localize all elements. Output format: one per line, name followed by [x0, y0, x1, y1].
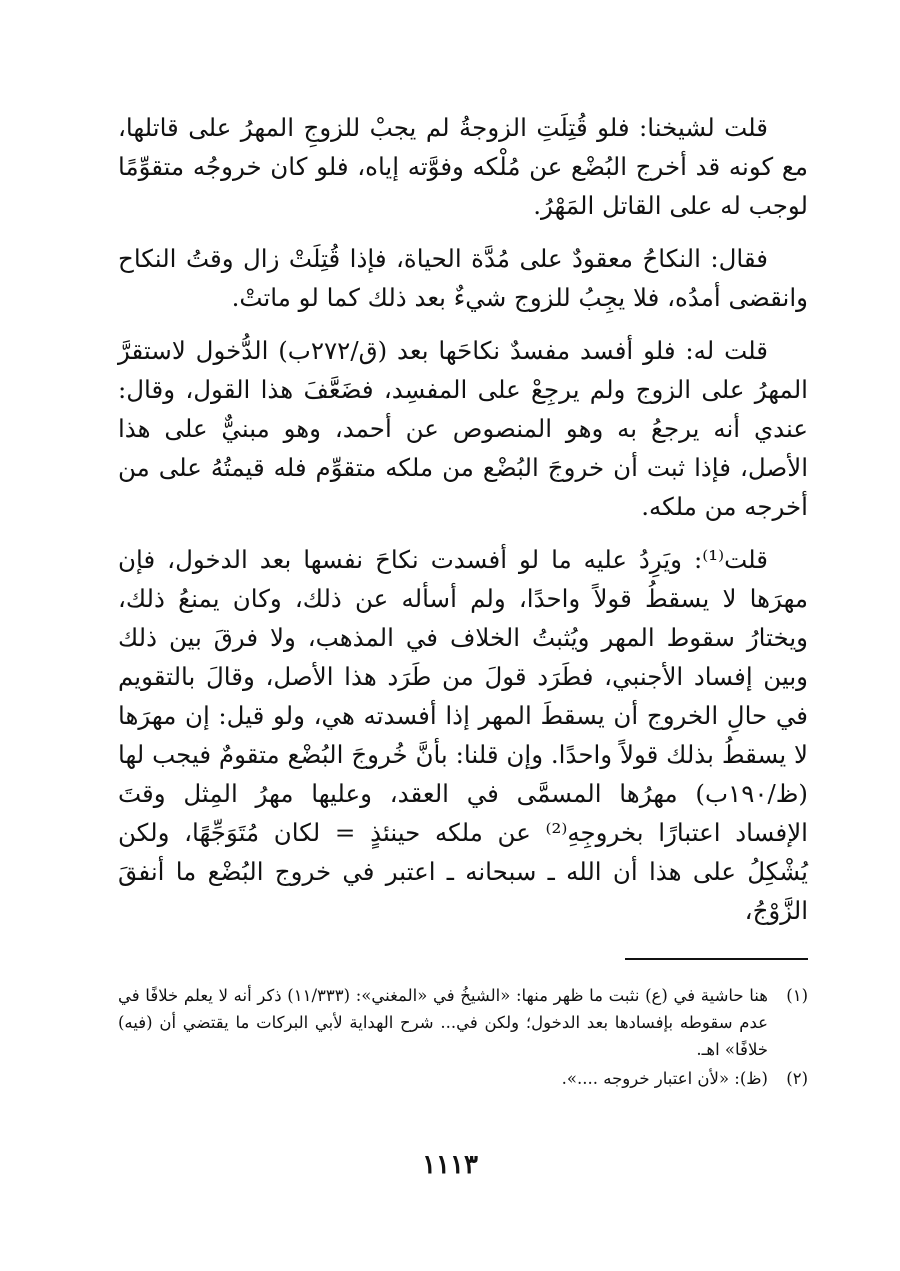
- paragraph-1: قلت لشيخنا: فلو قُتِلَتِ الزوجةُ لم يجبْ للزوجِ المهرُ على قاتلها، مع كونه قد أخرج البُضْع عن مُلْكه وفوَّته إياه، فلو كان خروجُه متقوِّمًا لوجب له على القاتل المَهْرُ.: [118, 113, 808, 220]
- paragraph-2: فقال: النكاحُ معقودٌ على مُدَّة الحياة، فإذا قُتِلَتْ زال وقتُ النكاح وانقضى أمدُه، فلا يجِبُ للزوج شيءٌ بعد ذلك كما لو ماتتْ.: [118, 244, 808, 312]
- footnote-text: (ظ): «لأن اعتبار خروجه ....».: [561, 1069, 768, 1088]
- footnotes: [118, 982, 808, 1094]
- paragraph-4: قلت⁽¹⁾: ويَرِدُ عليه ما لو أفسدت نكاحَ نفسها بعد الدخول، فإن مهرَها لا يسقطُ قولاً واحدًا، ولم أسأله عن ذلك، وكان يمنعُ ذلك، ويختارُ سقوط المهر ويُثبتُ الخلاف في المذهب، ولا فرقَ بين ذلك وبين إفساد الأجنبي، فطَرَد قولَ من طَرَد هذا الأصل، وقالَ بالتقويم في حالِ الخروج أن يسقطَ المهر إذا أفسدته هي، ولو قيل: إن مهرَها لا يسقطُ بذلك قولاً واحدًا. وإن قلنا: بأنَّ خُروجَ البُضْع متقومٌ فيجب لها (ظ/١٩٠ب) مهرُها المسمَّى في العقد، وعليها مهرُ المِثل وقتَ الإفساد اعتبارًا بخروجِهِ⁽²⁾ عن ملكه حينئذٍ = لكان مُتَوَجِّهًا، ولكن يُشْكِلُ على هذا أن الله ـ سبحانه ـ اعتبر في خروج البُضْع ما أنفقَ الزَّوْجُ،: [118, 545, 808, 925]
- footnote-text: هنا حاشية في (ع) نثبت ما ظهر منها: «الشيخُ في «المغني»: (١١/٣٣٣) ذكر أنه لا يعلم خلافًا في عدم سقوطه بإفسادها بعد الدخول؛ ولكن في... شرح الهداية لأبي البركات ما يقتضي أن (فيه) خلافًا» اهـ.: [118, 986, 768, 1059]
- footnote-1: [118, 982, 808, 1063]
- footnote-number: (٢): [786, 1069, 808, 1088]
- footnote-2: [118, 1065, 808, 1092]
- page-number: ١١١٣: [422, 1150, 478, 1180]
- footnote-number: (١): [786, 986, 808, 1005]
- paragraph-3: قلت له: فلو أفسد مفسدٌ نكاحَها بعد (ق/٢٧٢ب) الدُّخول لاستقرَّ المهرُ على الزوج ولم يرجِعْ على المفسِد، فضَعَّفَ هذا القول، وقال: عندي أنه يرجعُ به وهو المنصوص عن أحمد، وهو مبنيٌّ على هذا الأصل، فإذا ثبت أن خروجَ البُضْع من ملكه متقوِّم فله قيمتُهُ على من أخرجه من ملكه.: [118, 336, 808, 521]
- footnote-divider: [625, 958, 808, 960]
- main-text: [118, 108, 808, 944]
